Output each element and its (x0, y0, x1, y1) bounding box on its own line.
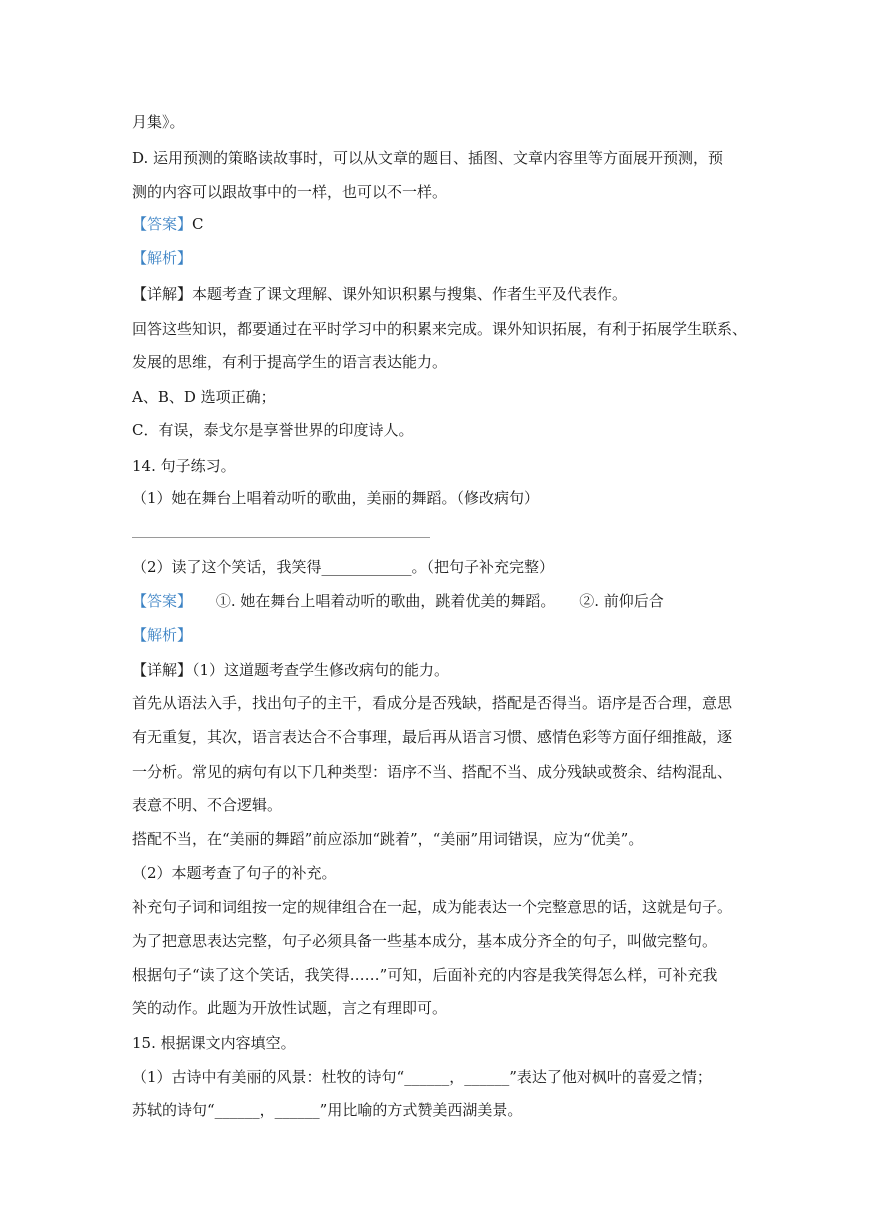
text-line: 有无重复，其次，语言表达合不合事理，最后再从语言习惯、感情色彩等方面仔细推敲，逐 (132, 728, 733, 746)
text-line: 搭配不当，在“美丽的舞蹈”前应添加“跳着”，“美丽”用词错误，应为“优美”。 (132, 830, 644, 848)
text-line: 首先从语法入手，找出句子的主干，看成分是否残缺，搭配是否得当。语序是否合理，意思 (132, 694, 733, 712)
text-line: 为了把意思表达完整，句子必须具备一些基本成分，基本成分齐全的句子，叫做完整句。 (132, 932, 718, 950)
text-line: 测的内容可以跟故事中的一样，也可以不一样。 (132, 183, 448, 201)
answer-row (132, 213, 204, 235)
text-line: C．有误，泰戈尔是享誉世界的印度诗人。 (132, 421, 414, 439)
text-line: 表意不明、不合逻辑。 (132, 796, 283, 814)
analysis-tag: 【解析】 (132, 249, 193, 267)
question-part: 苏轼的诗句“______，______”用比喻的方式赞美西湖美景。 (132, 1101, 523, 1119)
detail-tag: 【详解】 (132, 285, 193, 303)
detail-row (132, 283, 627, 305)
text-line: 月集》。 (132, 113, 185, 131)
question-title: 15. 根据课文内容填空。 (132, 1034, 296, 1052)
text-line: A、B、D 选项正确； (132, 388, 276, 406)
question-title: 14. 句子练习。 (132, 457, 236, 475)
text-line: 补充句子词和词组按一定的规律组合在一起，成为能表达一个完整意思的话，这就是句子。 (132, 898, 733, 916)
answer-row (132, 590, 664, 612)
question-part: （1）古诗中有美丽的风景：杜牧的诗句“______，______”表达了他对枫叶的喜爱之情； (132, 1068, 712, 1086)
text-line: 根据句子“读了这个笑话，我笑得……”可知，后面补充的内容是我笑得怎么样，可补充我 (132, 966, 718, 984)
text-line: 一分析。常见的病句有以下几种类型：语序不当、搭配不当、成分残缺或赘余、结构混乱、 (132, 763, 733, 781)
detail-tag: 【详解】 (132, 661, 193, 679)
text-line: 回答这些知识，都要通过在平时学习中的积累来完成。课外知识拓展，有利于拓展学生联系、 (132, 320, 748, 338)
option-d-line: D. 运用预测的策略读故事时，可以从文章的题目、插图、文章内容里等方面展开预测，预 (132, 149, 724, 167)
detail-text: 本题考查了课文理解、课外知识积累与搜集、作者生平及代表作。 (192, 285, 628, 303)
answer-tag: 【答案】 (132, 592, 193, 610)
answer-text: ①. 她在舞台上唱着动听的歌曲，跳着优美的舞蹈。 ②. 前仰后合 (192, 592, 664, 610)
answer-text: C (192, 215, 204, 233)
question-part: （2）读了这个笑话，我笑得____________。（把句子补充完整） (132, 558, 555, 576)
question-part: （1）她在舞台上唱着动听的歌曲，美丽的舞蹈。（修改病句） (132, 489, 540, 507)
answer-tag: 【答案】 (132, 215, 193, 233)
text-line: （2）本题考查了句子的补充。 (132, 864, 337, 882)
detail-text: （1）这道题考查学生修改病句的能力。 (192, 661, 450, 679)
text-line: 发展的思维，有利于提高学生的语言表达能力。 (132, 353, 448, 371)
text-line: 笑的动作。此题为开放性试题，言之有理即可。 (132, 999, 448, 1017)
answer-blank-line (132, 537, 430, 538)
detail-row (132, 659, 449, 681)
analysis-tag: 【解析】 (132, 626, 193, 644)
